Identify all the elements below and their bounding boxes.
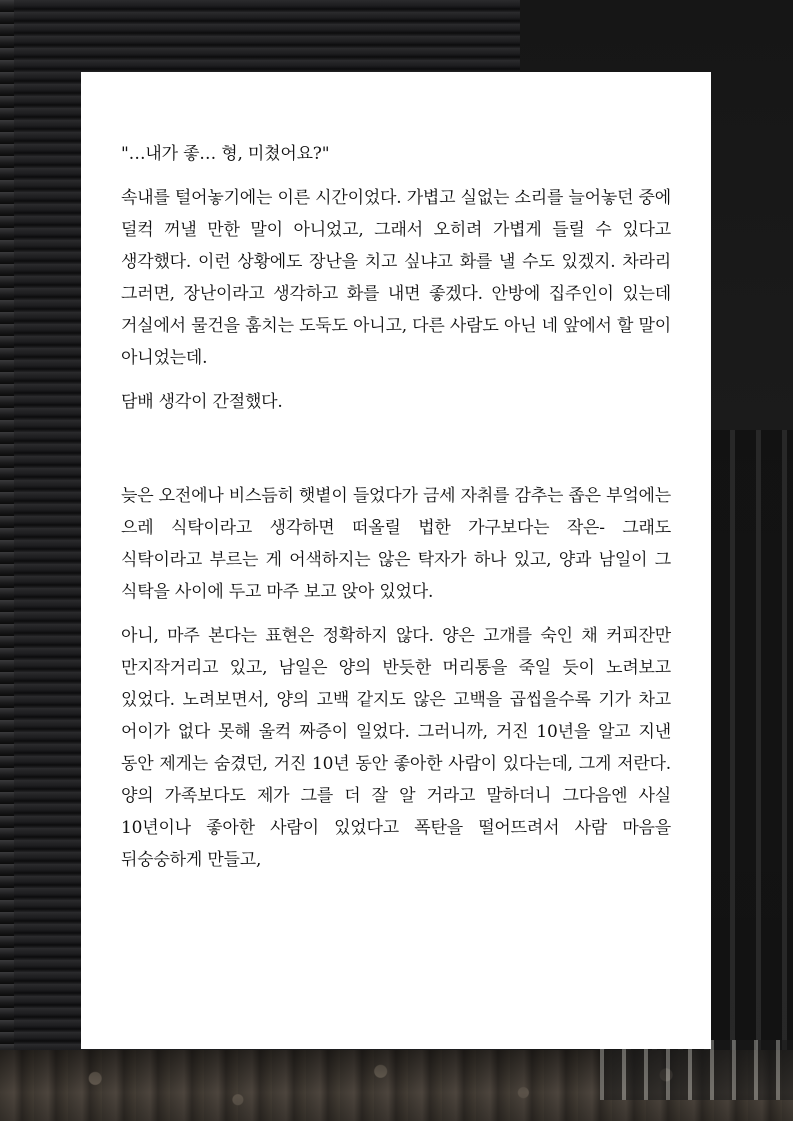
- section-break: [121, 430, 671, 480]
- background-curb: [600, 1040, 793, 1100]
- dialogue-line: "…내가 좋… 형, 미쳤어요?": [121, 144, 330, 164]
- paragraph: 속내를 털어놓기에는 이른 시간이었다. 가볍고 실없는 소리를 늘어놓던 중에 덜컥 꺼낼 만한 말이 아니었고, 그래서 오히려 가볍게 들릴 수 있다고 생각했다. 이런 상황에도 장난을 치고 싶냐고 화를 낼 수도 있겠지. 차라리 그러면, 장난이라고 생각하고 화를 내면 좋겠다. 안방에 집주인이 있는데 거실에서 물건을 훔치는 도둑도 아니고, 다른 사람도 아닌 네 앞에서 할 말이 아니었는데.: [121, 188, 671, 368]
- background-shutter-edge: [0, 0, 14, 1121]
- paragraph: 늦은 오전에나 비스듬히 햇볕이 들었다가 금세 자취를 감추는 좁은 부엌에는 으레 식탁이라고 생각하면 떠올릴 법한 가구보다는 작은- 그래도 식탁이라고 부르는 게 어색하지는 않은 탁자가 하나 있고, 양과 남일이 그 식탁을 사이에 두고 마주 보고 앉아 있었다.: [121, 486, 671, 602]
- text-page: [81, 72, 711, 1049]
- paragraph: 아니, 마주 본다는 표현은 정확하지 않다. 양은 고개를 숙인 채 커피잔만 만지작거리고 있고, 남일은 양의 반듯한 머리통을 죽일 듯이 노려보고 있었다. 노려보면서, 양의 고백 같지도 않은 고백을 곱씹을수록 기가 차고 어이가 없다 못해 울컥 짜증이 일었다. 그러니까, 거진 10년을 알고 지낸 동안 제게는 숨겼던, 거진 10년 동안 좋아한 사람이 있다는데, 그게 저란다. 양의 가족보다도 제가 그를 더 잘 알 거라고 말하더니 그다음엔 사실 10년이나 좋아한 사람이 있었다고 폭탄을 떨어뜨려서 사람 마음을 뒤숭숭하게 만들고,: [121, 626, 672, 870]
- paragraph: 담배 생각이 간절했다.: [121, 392, 283, 412]
